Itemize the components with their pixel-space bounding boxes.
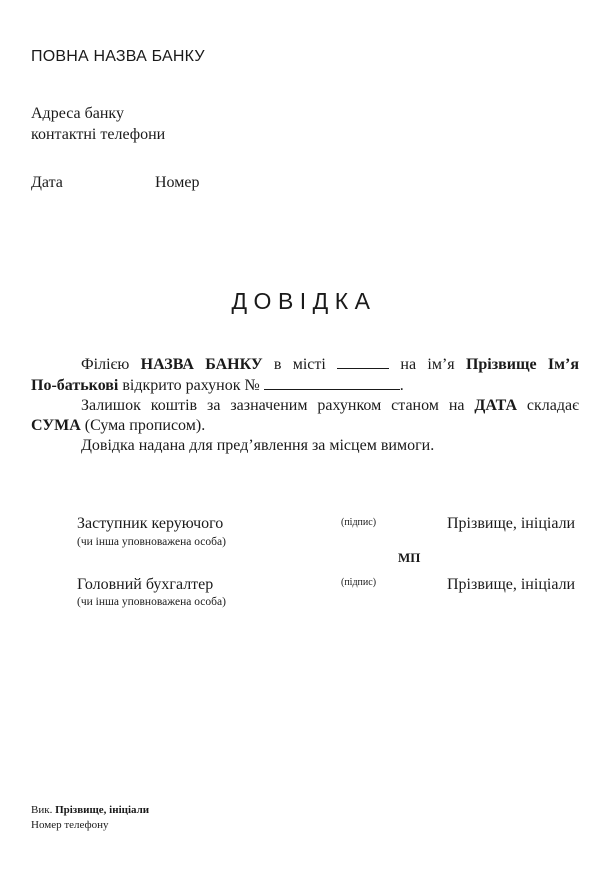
text-span: .	[399, 377, 404, 394]
deputy-signature-note: (підпис)	[341, 517, 377, 528]
text-span: відкрито рахунок №	[118, 377, 264, 394]
bank-name-bold: НАЗВА БАНКУ	[140, 356, 263, 373]
client-name-bold: Прізвище Ім’я	[465, 356, 580, 373]
accountant-role-note: (чи інша уповноважена особа)	[77, 596, 226, 608]
accountant-role: Головний бухгалтер	[77, 576, 214, 593]
text-span: (Сума прописом).	[80, 417, 206, 434]
text-span: на ім’я	[389, 356, 466, 373]
sum-bold: СУМА	[31, 417, 81, 434]
deputy-name: Прізвище, ініціали	[447, 515, 576, 532]
text-span: Залишок коштів за зазначеним рахунком станом на	[81, 397, 475, 414]
accountant-name: Прізвище, ініціали	[447, 576, 576, 593]
executor-label: Вик.	[31, 804, 56, 816]
client-patronymic-bold: По-батькові	[31, 377, 119, 394]
bank-address: Адреса банку	[31, 105, 124, 122]
bank-contacts	[31, 103, 165, 145]
text-span: складає	[517, 397, 579, 414]
date-label: Дата	[31, 174, 63, 191]
text-span: в місті	[262, 356, 338, 373]
accountant-signature-note: (підпис)	[341, 577, 377, 588]
account-number-blank	[264, 375, 400, 390]
bank-phones: контактні телефони	[31, 126, 166, 143]
number-label: Номер	[155, 174, 200, 191]
deputy-role-note: (чи інша уповноважена особа)	[77, 536, 226, 548]
certificate-body	[31, 354, 579, 456]
city-blank	[337, 354, 389, 369]
paragraph-purpose: Довідка надана для пред’явлення за місцем вимоги.	[81, 437, 435, 454]
date-bold: ДАТА	[474, 397, 518, 414]
document-title: ДОВІДКА	[231, 288, 377, 314]
executor-name: Прізвище, ініціали	[55, 804, 150, 816]
paragraph-account-line1	[31, 354, 579, 375]
executor-phone: Номер телефону	[31, 819, 109, 831]
text-span: Філією	[81, 356, 141, 373]
executor-line	[31, 804, 149, 816]
paragraph-balance-line2	[31, 416, 579, 436]
bank-name: ПОВНА НАЗВА БАНКУ	[31, 48, 205, 65]
paragraph-account-line2	[31, 375, 579, 396]
stamp-place: МП	[398, 550, 421, 565]
paragraph-balance-line1	[31, 396, 579, 416]
deputy-role: Заступник керуючого	[77, 515, 224, 532]
